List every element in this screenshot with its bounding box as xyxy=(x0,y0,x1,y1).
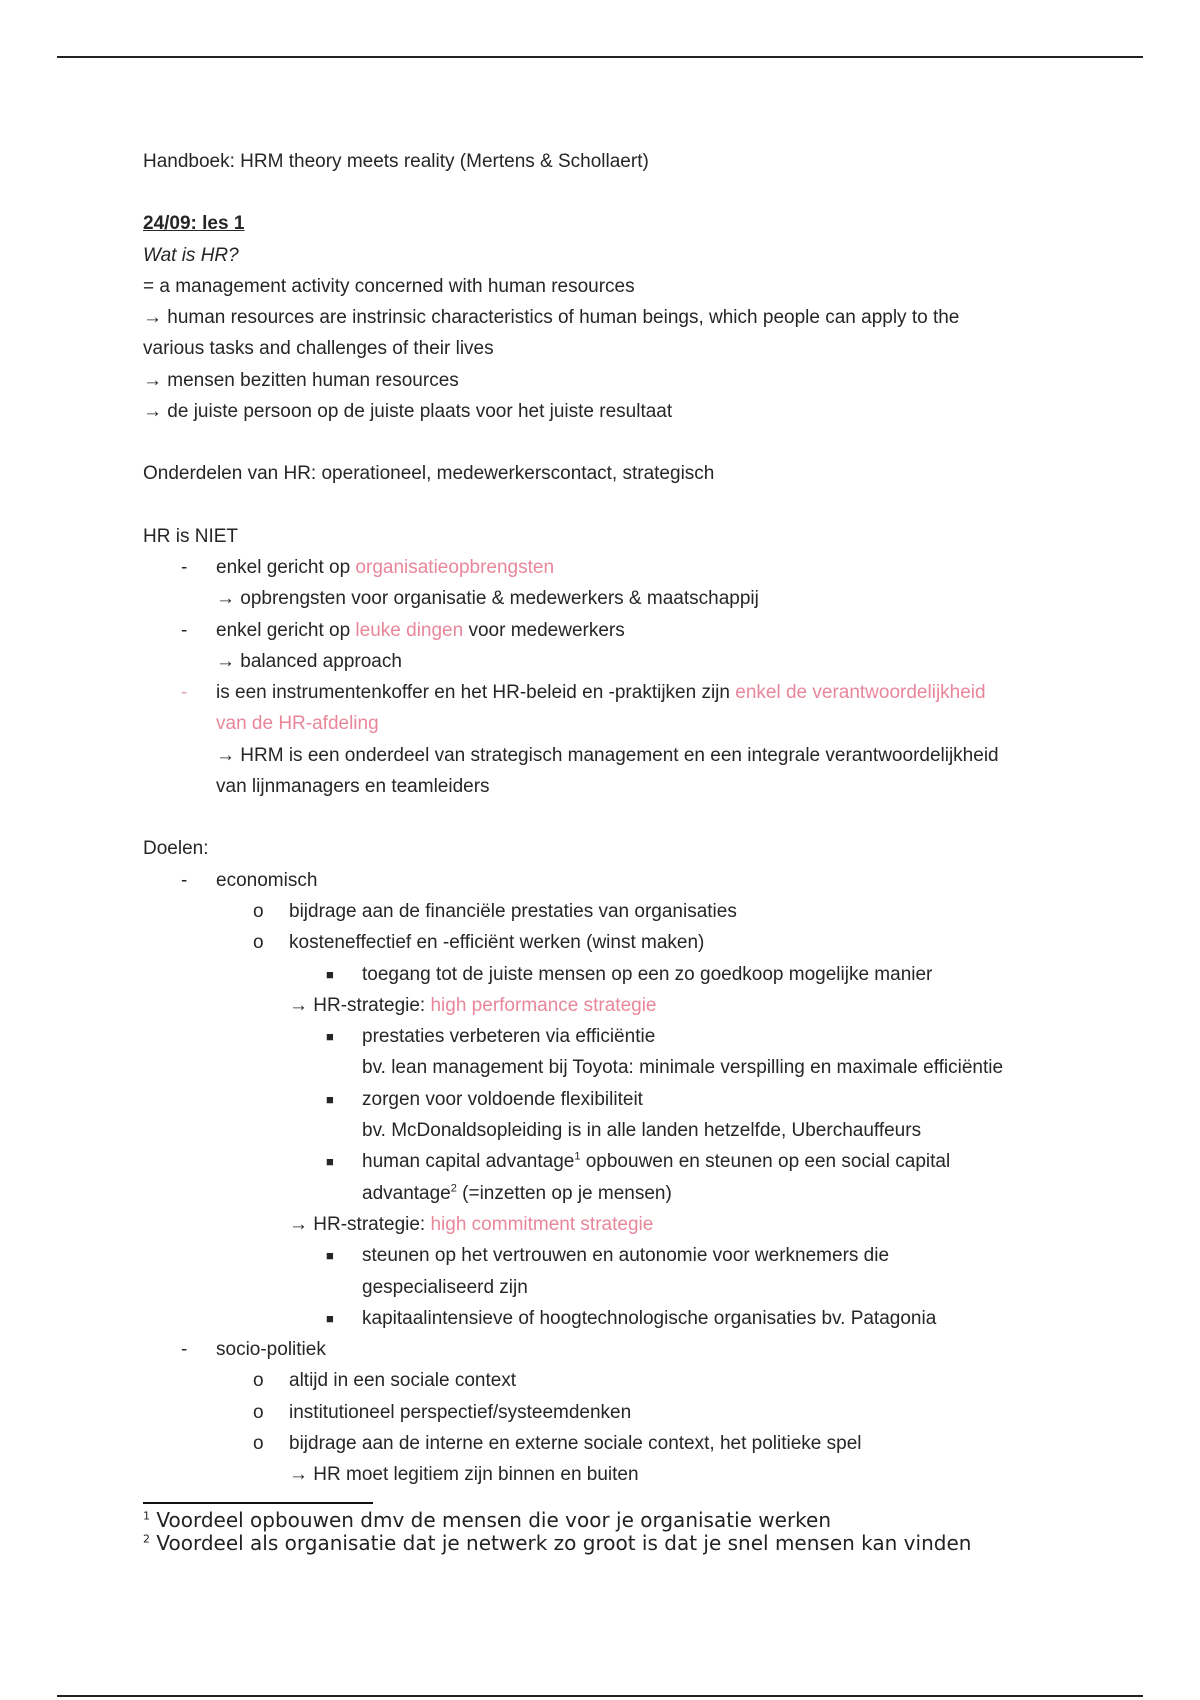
doelen-title: Doelen: xyxy=(143,838,209,860)
dash-bullet: - xyxy=(181,682,188,704)
list-item-arrow: → opbrengsten voor organisatie & medewerkers & maatschappij xyxy=(216,588,759,610)
handbook-line: Handboek: HRM theory meets reality (Mertens & Schollaert) xyxy=(143,151,649,172)
definition-arrow-1-cont: various tasks and challenges of their lives xyxy=(143,338,494,360)
footnotes xyxy=(143,1509,971,1555)
list-item: ■ prestaties verbeteren via efficiëntie xyxy=(143,1021,1123,1052)
dash-bullet: - xyxy=(181,619,188,641)
highlight-text: organisatieopbrengsten xyxy=(355,556,555,578)
definition-arrow-3: → de juiste persoon op de juiste plaats voor het juiste resultaat xyxy=(143,401,673,423)
list-item-arrow: → balanced approach xyxy=(216,650,402,672)
strategy-line: → HR-strategie: high commitment strategie xyxy=(289,1213,654,1235)
square-bullet: ■ xyxy=(326,1310,334,1326)
list-item: ■ human capital advantage$^1$ opbouwen en steunen op een social capital xyxy=(143,1146,1123,1177)
list-item: o bijdrage aan de financiële prestaties van organisaties xyxy=(143,896,1123,927)
strategy-line: → HR-strategie: high performance strategie xyxy=(289,994,657,1016)
hr-niet-title: HR is NIET xyxy=(143,525,238,547)
list-item: - enkel gericht op leuke dingen voor medewerkers xyxy=(143,615,1123,646)
list-item: ■ kapitaalintensieve of hoogtechnologische organisaties bv. Patagonia xyxy=(143,1303,1123,1334)
highlight-text: enkel de verantwoordelijkheid xyxy=(735,682,986,704)
circle-bullet: o xyxy=(253,1401,264,1423)
list-item: ■ steunen op het vertrouwen en autonomie voor werknemers die xyxy=(143,1240,1123,1271)
list-item: - socio-politiek xyxy=(143,1334,1123,1365)
list-item: o institutioneel perspectief/systeemdenken xyxy=(143,1397,1123,1428)
definition: = a management activity concerned with human resources xyxy=(143,275,635,297)
highlight-text-cont: van de HR-afdeling xyxy=(216,713,379,735)
square-bullet: ■ xyxy=(326,966,334,982)
highlight-text: leuke dingen xyxy=(355,619,464,641)
example-line: bv. McDonaldsopleiding is in alle landen hetzelfde, Uberchauffeurs xyxy=(362,1120,922,1142)
square-bullet: ■ xyxy=(326,1029,334,1045)
list-item: o kosteneffectief en -efficiënt werken (winst maken) xyxy=(143,927,1123,958)
definition-arrow-2: → mensen bezitten human resources xyxy=(143,369,459,391)
list-item-arrow-cont: van lijnmanagers en teamleiders xyxy=(216,776,490,798)
circle-bullet: o xyxy=(253,932,264,954)
onderdelen-line: Onderdelen van HR: operationeel, medewerkerscontact, strategisch xyxy=(143,463,715,485)
list-item: o bijdrage aan de interne en externe sociale context, het politieke spel xyxy=(143,1428,1123,1459)
list-item: ■ zorgen voor voldoende flexibiliteit xyxy=(143,1084,1123,1115)
square-bullet: ■ xyxy=(326,1091,334,1107)
list-item: - is een instrumentenkoffer en het HR-beleid en -praktijken zijn enkel de verantwoordelijkheid xyxy=(143,677,1123,708)
footer-rule xyxy=(57,1695,1143,1697)
highlight-text: high commitment strategie xyxy=(430,1213,654,1235)
list-item-cont: advantage$^2$ (=inzetten op je mensen) xyxy=(362,1182,672,1204)
list-item: - economisch xyxy=(143,865,1123,896)
list-item: ■ toegang tot de juiste mensen op een zo goedkoop mogelijke manier xyxy=(143,959,1123,990)
dash-bullet: - xyxy=(181,1339,188,1361)
footnote-separator xyxy=(143,1502,373,1504)
dash-bullet: - xyxy=(181,556,188,578)
circle-bullet: o xyxy=(253,1432,264,1454)
dash-bullet: - xyxy=(181,869,188,891)
circle-bullet: o xyxy=(253,900,264,922)
footnote-ref[interactable]: 2 xyxy=(450,1182,457,1195)
highlight-text: high performance strategie xyxy=(430,994,657,1016)
list-item-cont: gespecialiseerd zijn xyxy=(362,1276,528,1298)
footnote-2: $^2$ Voordeel als organisatie dat je netwerk zo groot is dat je snel mensen kan vinden xyxy=(143,1531,972,1555)
circle-bullet: o xyxy=(253,1370,264,1392)
example-line: bv. lean management bij Toyota: minimale verspilling en maximale efficiëntie xyxy=(362,1057,1004,1079)
list-item: o altijd in een sociale context xyxy=(143,1365,1123,1396)
lesson-title: 24/09: les 1 xyxy=(143,213,245,235)
footnote-1: $^1$ Voordeel opbouwen dmv de mensen die voor je organisatie werken xyxy=(143,1508,832,1532)
square-bullet: ■ xyxy=(326,1154,334,1170)
definition-arrow-1: → human resources are instrinsic characteristics of human beings, which people can apply to the xyxy=(143,307,960,329)
question-heading: Wat is HR? xyxy=(143,244,239,266)
list-item: - enkel gericht op organisatieopbrengsten xyxy=(143,552,1123,583)
document-body xyxy=(143,146,1123,1491)
list-item-arrow: → HRM is een onderdeel van strategisch management en een integrale verantwoordelijkheid xyxy=(216,744,999,766)
square-bullet: ■ xyxy=(326,1248,334,1264)
list-item-arrow: → HR moet legitiem zijn binnen en buiten xyxy=(289,1464,639,1486)
header-rule xyxy=(57,56,1143,58)
footnote-ref[interactable]: 1 xyxy=(574,1150,581,1163)
